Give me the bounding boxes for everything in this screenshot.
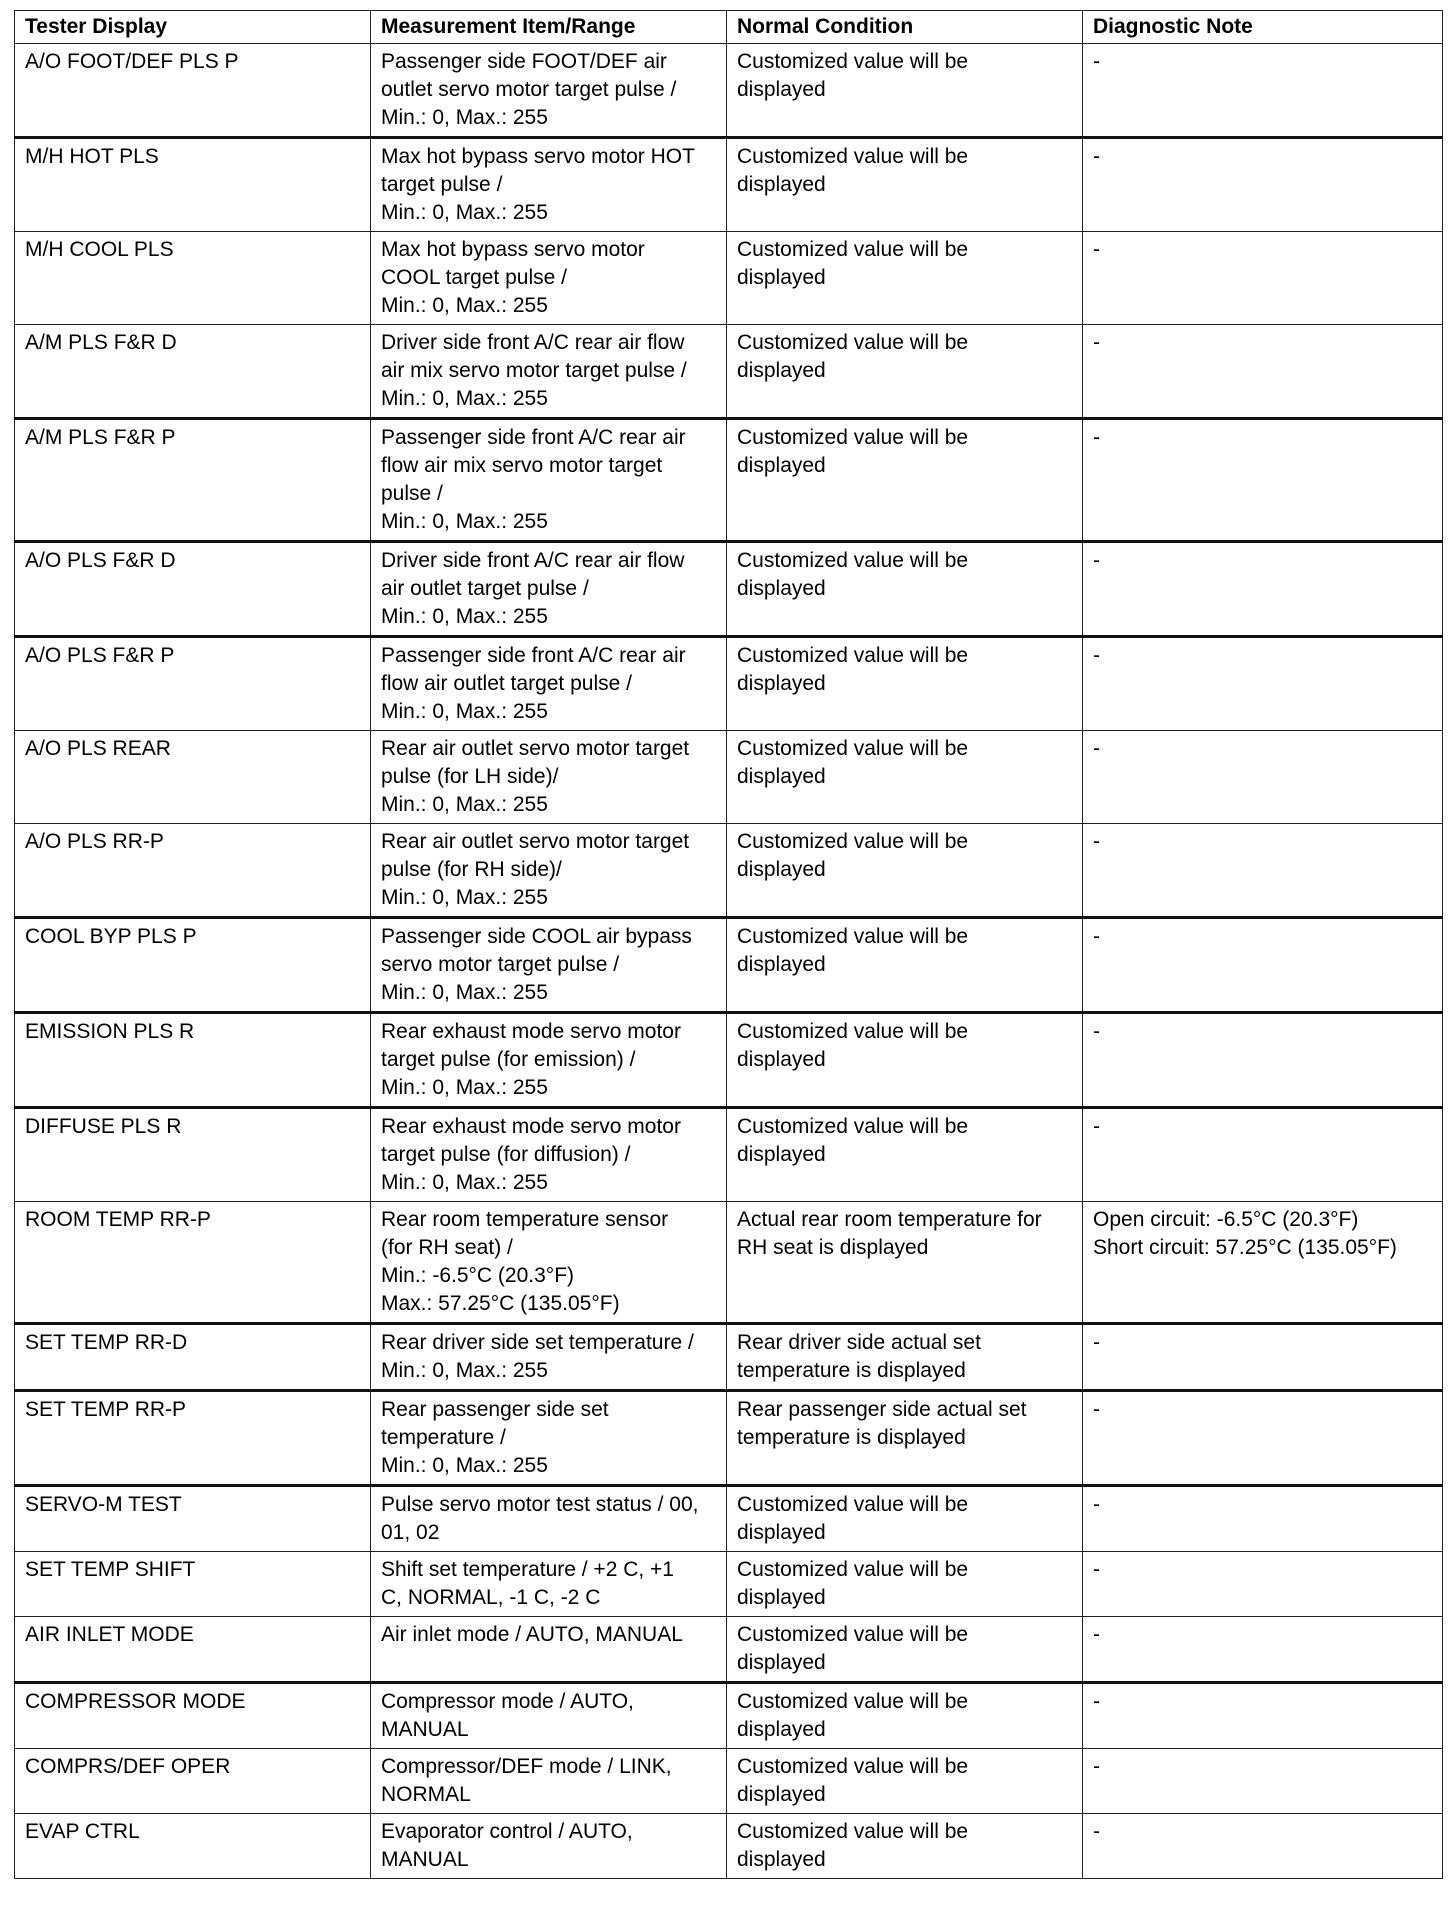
- normal-condition-cell: Customized value will be displayed: [727, 1552, 1083, 1617]
- header-diagnostic-note: Diagnostic Note: [1083, 11, 1443, 44]
- diagnostic-note-cell: -: [1083, 1552, 1443, 1617]
- normal-condition-cell: Rear passenger side actual set temperature is displayed: [727, 1391, 1083, 1486]
- diagnostic-note-cell: -: [1083, 1324, 1443, 1391]
- table-row: [15, 1683, 1443, 1749]
- normal-condition-cell: Actual rear room temperature for RH seat is displayed: [727, 1202, 1083, 1324]
- measurement-item-cell: Pulse servo motor test status / 00, 01, 02: [371, 1486, 727, 1552]
- diagnostic-note-cell: -: [1083, 1391, 1443, 1486]
- tester-display-cell: A/M PLS F&R P: [15, 419, 371, 542]
- measurement-item-cell: Compressor/DEF mode / LINK, NORMAL: [371, 1749, 727, 1814]
- diagnostic-note-cell: -: [1083, 1814, 1443, 1879]
- measurement-item-cell: Rear exhaust mode servo motor target pulse (for emission) / Min.: 0, Max.: 255: [371, 1013, 727, 1108]
- table-body: [15, 44, 1443, 1879]
- table-row: [15, 1749, 1443, 1814]
- table-row: [15, 731, 1443, 824]
- table-row: [15, 1013, 1443, 1108]
- measurement-item-cell: Shift set temperature / +2 C, +1 C, NORMAL, -1 C, -2 C: [371, 1552, 727, 1617]
- document-page: [14, 10, 1442, 1879]
- diagnostic-note-cell: -: [1083, 44, 1443, 138]
- table-row: [15, 1814, 1443, 1879]
- diagnostic-note-cell: -: [1083, 325, 1443, 419]
- measurement-item-cell: Rear air outlet servo motor target pulse (for RH side)/ Min.: 0, Max.: 255: [371, 824, 727, 918]
- normal-condition-cell: Customized value will be displayed: [727, 1814, 1083, 1879]
- normal-condition-cell: Customized value will be displayed: [727, 1683, 1083, 1749]
- table-row: [15, 419, 1443, 542]
- diagnostic-note-cell: -: [1083, 419, 1443, 542]
- table-row: [15, 232, 1443, 325]
- table-row: [15, 1486, 1443, 1552]
- table-row: [15, 325, 1443, 419]
- normal-condition-cell: Customized value will be displayed: [727, 731, 1083, 824]
- normal-condition-cell: Customized value will be displayed: [727, 1486, 1083, 1552]
- measurement-item-cell: Passenger side front A/C rear air flow air outlet target pulse / Min.: 0, Max.: 255: [371, 637, 727, 731]
- measurement-item-cell: Passenger side FOOT/DEF air outlet servo motor target pulse / Min.: 0, Max.: 255: [371, 44, 727, 138]
- normal-condition-cell: Customized value will be displayed: [727, 1108, 1083, 1202]
- measurement-item-cell: Rear air outlet servo motor target pulse (for LH side)/ Min.: 0, Max.: 255: [371, 731, 727, 824]
- tester-display-cell: DIFFUSE PLS R: [15, 1108, 371, 1202]
- normal-condition-cell: Customized value will be displayed: [727, 419, 1083, 542]
- normal-condition-cell: Customized value will be displayed: [727, 325, 1083, 419]
- measurement-item-cell: Max hot bypass servo motor HOT target pulse / Min.: 0, Max.: 255: [371, 138, 727, 232]
- tester-display-cell: A/O PLS RR-P: [15, 824, 371, 918]
- normal-condition-cell: Customized value will be displayed: [727, 44, 1083, 138]
- diagnostic-note-cell: -: [1083, 542, 1443, 637]
- tester-display-cell: COMPRESSOR MODE: [15, 1683, 371, 1749]
- tester-display-cell: M/H COOL PLS: [15, 232, 371, 325]
- measurement-item-cell: Passenger side COOL air bypass servo motor target pulse / Min.: 0, Max.: 255: [371, 918, 727, 1013]
- measurement-item-cell: Passenger side front A/C rear air flow air mix servo motor target pulse / Min.: 0, Max.: 255: [371, 419, 727, 542]
- tester-display-cell: M/H HOT PLS: [15, 138, 371, 232]
- measurement-item-cell: Rear driver side set temperature / Min.: 0, Max.: 255: [371, 1324, 727, 1391]
- tester-display-cell: A/O FOOT/DEF PLS P: [15, 44, 371, 138]
- tester-display-table: [14, 10, 1443, 1879]
- tester-display-cell: EVAP CTRL: [15, 1814, 371, 1879]
- tester-display-cell: COMPRS/DEF OPER: [15, 1749, 371, 1814]
- tester-display-cell: A/M PLS F&R D: [15, 325, 371, 419]
- diagnostic-note-cell: -: [1083, 918, 1443, 1013]
- normal-condition-cell: Rear driver side actual set temperature is displayed: [727, 1324, 1083, 1391]
- diagnostic-note-cell: -: [1083, 731, 1443, 824]
- normal-condition-cell: Customized value will be displayed: [727, 1617, 1083, 1683]
- normal-condition-cell: Customized value will be displayed: [727, 138, 1083, 232]
- table-row: [15, 1391, 1443, 1486]
- table-row: [15, 637, 1443, 731]
- measurement-item-cell: Max hot bypass servo motor COOL target pulse / Min.: 0, Max.: 255: [371, 232, 727, 325]
- normal-condition-cell: Customized value will be displayed: [727, 918, 1083, 1013]
- tester-display-cell: SET TEMP RR-D: [15, 1324, 371, 1391]
- measurement-item-cell: Air inlet mode / AUTO, MANUAL: [371, 1617, 727, 1683]
- table-row: [15, 1617, 1443, 1683]
- normal-condition-cell: Customized value will be displayed: [727, 542, 1083, 637]
- normal-condition-cell: Customized value will be displayed: [727, 232, 1083, 325]
- normal-condition-cell: Customized value will be displayed: [727, 1749, 1083, 1814]
- normal-condition-cell: Customized value will be displayed: [727, 824, 1083, 918]
- tester-display-cell: A/O PLS F&R P: [15, 637, 371, 731]
- measurement-item-cell: Rear passenger side set temperature / Min.: 0, Max.: 255: [371, 1391, 727, 1486]
- tester-display-cell: SET TEMP RR-P: [15, 1391, 371, 1486]
- tester-display-cell: EMISSION PLS R: [15, 1013, 371, 1108]
- tester-display-cell: COOL BYP PLS P: [15, 918, 371, 1013]
- measurement-item-cell: Rear exhaust mode servo motor target pulse (for diffusion) / Min.: 0, Max.: 255: [371, 1108, 727, 1202]
- diagnostic-note-cell: -: [1083, 824, 1443, 918]
- tester-display-cell: A/O PLS F&R D: [15, 542, 371, 637]
- table-row: [15, 1552, 1443, 1617]
- measurement-item-cell: Driver side front A/C rear air flow air mix servo motor target pulse / Min.: 0, Max.: 255: [371, 325, 727, 419]
- diagnostic-note-cell: -: [1083, 1749, 1443, 1814]
- header-measurement-item: Measurement Item/Range: [371, 11, 727, 44]
- table-header-row: [15, 11, 1443, 44]
- header-tester-display: Tester Display: [15, 11, 371, 44]
- normal-condition-cell: Customized value will be displayed: [727, 1013, 1083, 1108]
- diagnostic-note-cell: -: [1083, 1013, 1443, 1108]
- table-row: [15, 1108, 1443, 1202]
- normal-condition-cell: Customized value will be displayed: [727, 637, 1083, 731]
- diagnostic-note-cell: -: [1083, 637, 1443, 731]
- header-normal-condition: Normal Condition: [727, 11, 1083, 44]
- measurement-item-cell: Driver side front A/C rear air flow air outlet target pulse / Min.: 0, Max.: 255: [371, 542, 727, 637]
- tester-display-cell: AIR INLET MODE: [15, 1617, 371, 1683]
- diagnostic-note-cell: Open circuit: -6.5°C (20.3°F) Short circuit: 57.25°C (135.05°F): [1083, 1202, 1443, 1324]
- measurement-item-cell: Evaporator control / AUTO, MANUAL: [371, 1814, 727, 1879]
- table-row: [15, 44, 1443, 138]
- table-row: [15, 138, 1443, 232]
- diagnostic-note-cell: -: [1083, 232, 1443, 325]
- tester-display-cell: SET TEMP SHIFT: [15, 1552, 371, 1617]
- measurement-item-cell: Rear room temperature sensor (for RH seat) / Min.: -6.5°C (20.3°F) Max.: 57.25°C (135.05°F): [371, 1202, 727, 1324]
- table-row: [15, 918, 1443, 1013]
- diagnostic-note-cell: -: [1083, 1683, 1443, 1749]
- table-row: [15, 1202, 1443, 1324]
- table-row: [15, 824, 1443, 918]
- measurement-item-cell: Compressor mode / AUTO, MANUAL: [371, 1683, 727, 1749]
- diagnostic-note-cell: -: [1083, 1617, 1443, 1683]
- diagnostic-note-cell: -: [1083, 1486, 1443, 1552]
- diagnostic-note-cell: -: [1083, 138, 1443, 232]
- tester-display-cell: A/O PLS REAR: [15, 731, 371, 824]
- table-row: [15, 1324, 1443, 1391]
- tester-display-cell: SERVO-M TEST: [15, 1486, 371, 1552]
- diagnostic-note-cell: -: [1083, 1108, 1443, 1202]
- tester-display-cell: ROOM TEMP RR-P: [15, 1202, 371, 1324]
- table-row: [15, 542, 1443, 637]
